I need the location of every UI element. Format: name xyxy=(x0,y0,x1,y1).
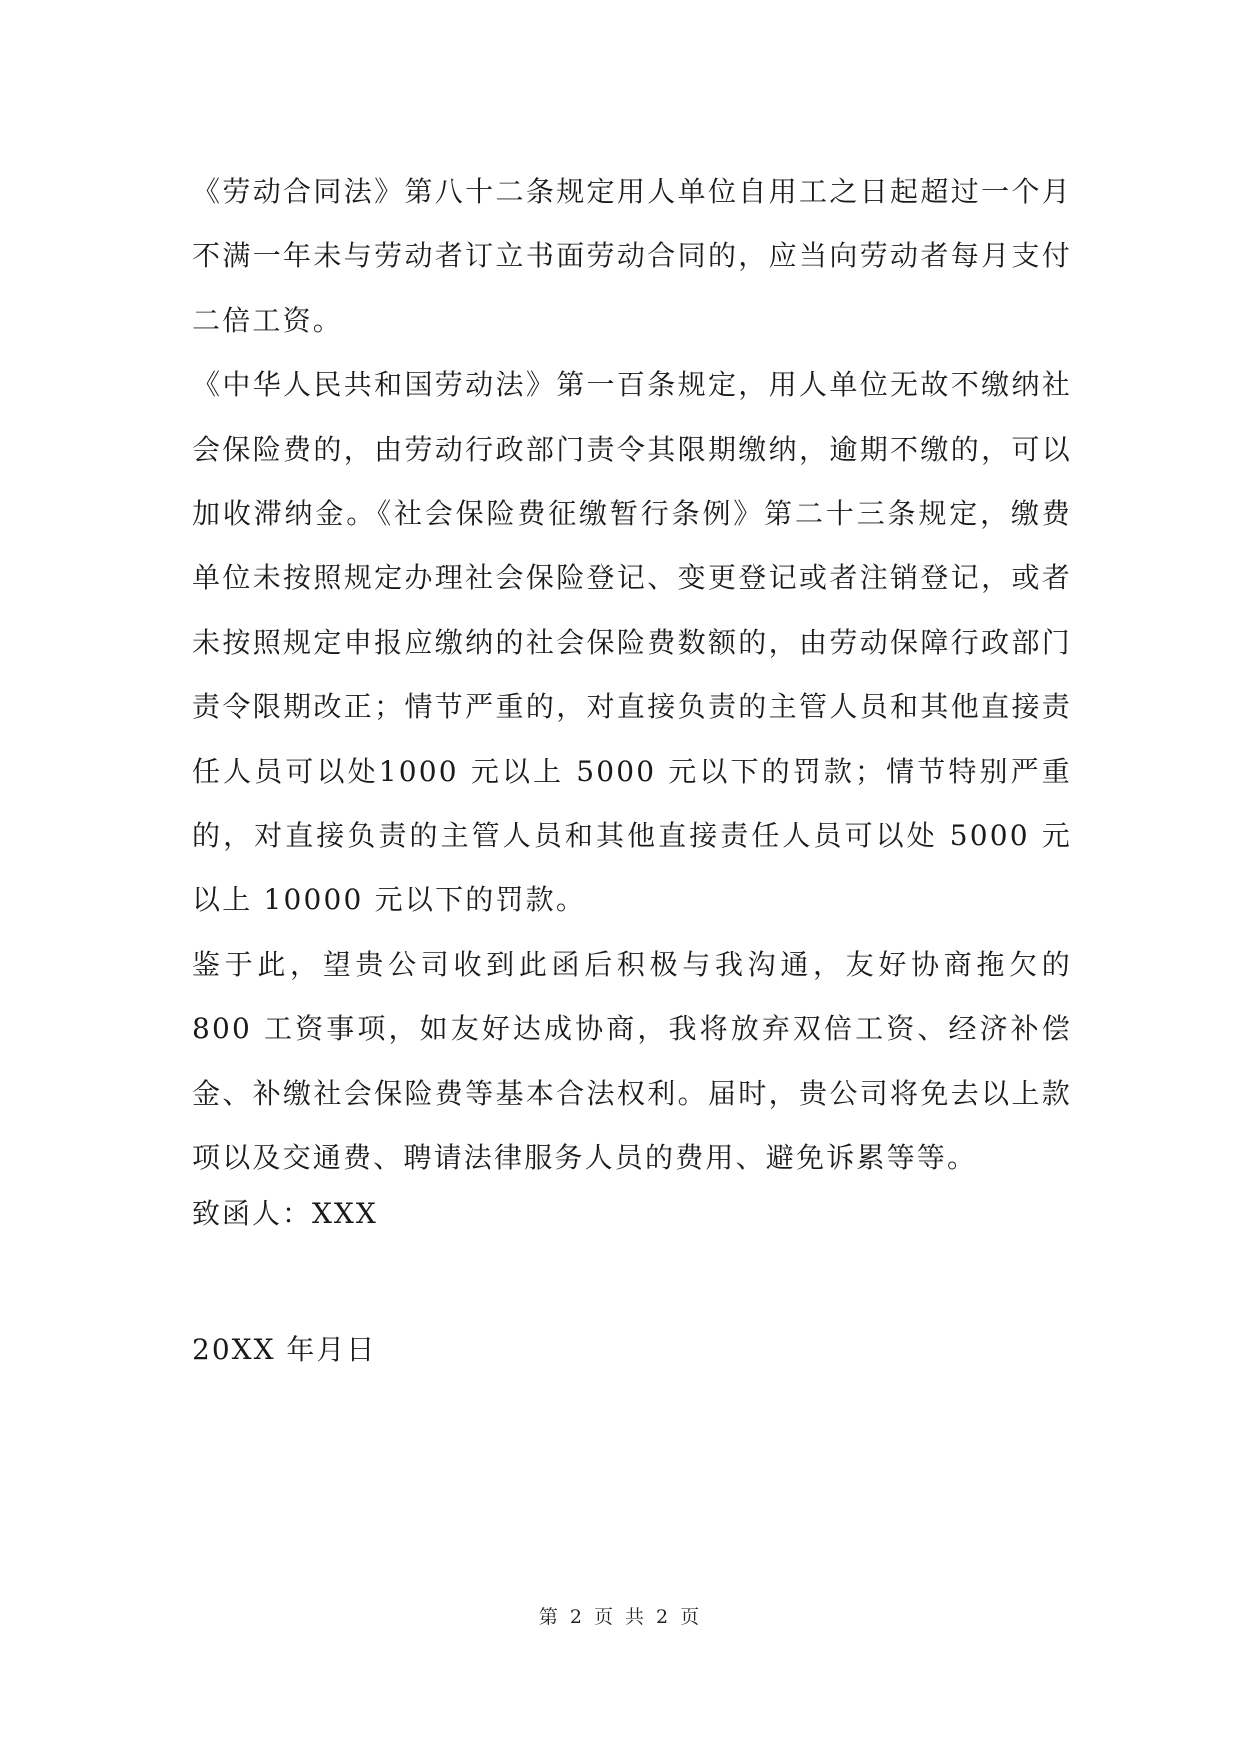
page-number-footer: 第 2 页 共 2 页 xyxy=(538,1606,703,1628)
paragraph-labor-law-social-insurance: 《中华人民共和国劳动法》第一百条规定，用人单位无故不缴纳社会保险费的，由劳动行政部门责令其限期缴纳，逾期不缴的，可以加收滞纳金。《社会保险费征缴暂行条例》第二十三条规定，缴费单位未按照规定办理社会保险登记、变更登记或者注销登记，或者未按照规定申报应缴纳的社会保险费数额的，由劳动保障行政部门责令限期改正；情节严重的，对直接负责的主管人员和其他直接责任人员可以处1000 元以上 5000 元以下的罚款；情节特别严重的，对直接负责的主管人员和其他直接责任人员可以处 5000 元以上 10000 元以下的罚款。 xyxy=(192,368,1072,917)
paragraph-negotiation-request: 鉴于此，望贵公司收到此函后积极与我沟通，友好协商拖欠的 800 工资事项，如友好达成协商，我将放弃双倍工资、经济补偿金、补缴社会保险费等基本合法权利。届时，贵公司将免去以上款项以及交通费、聘请法律服务人员的费用、避免诉累等等。 xyxy=(192,947,1072,1175)
letter-date: 20XX 年月日 xyxy=(192,1333,377,1366)
sender-signature: 致函人：XXX xyxy=(192,1197,378,1230)
letter-body xyxy=(192,160,1072,1191)
paragraph-labor-contract-law: 《劳动合同法》第八十二条规定用人单位自用工之日起超过一个月不满一年未与劳动者订立书面劳动合同的，应当向劳动者每月支付二倍工资。 xyxy=(192,175,1072,337)
